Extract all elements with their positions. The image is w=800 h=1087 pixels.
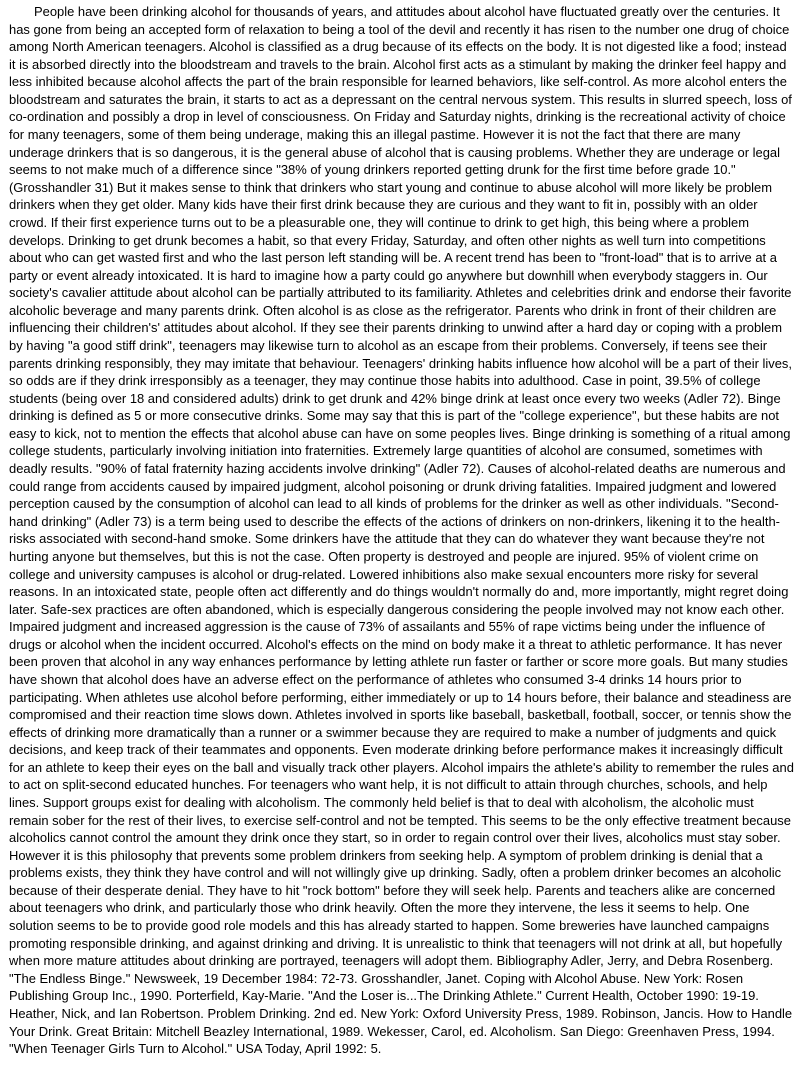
essay-body-text: People have been drinking alcohol for thousands of years, and attitudes about alcohol have fluctuated greatly over the centuries. It has gone from being an accepted form of relaxation to being a tool of the devil and recently it has risen to the number one drug of choice among North American teenagers. Alcohol is classified as a drug because of its effects on the body. It is not digested like a food; instead it is absorbed directly into the bloodstream and travels to the brain. Alcohol first acts as a stimulant by making the drinker feel happy and less inhibited because alcohol affects the part of the brain responsible for learned behaviors, like self-control. As more alcohol enters the bloodstream and saturates the brain, it starts to act as a depressant on the central nervous system. This results in slurred speech, loss of co-ordination and possibly a drop in level of consciousness. On Friday and Saturday nights, drinking is the recreational activity of choice for many teenagers, some of them being underage, making this an illegal pastime. However it is not the fact that there are many underage drinkers that is so dangerous, it is the general abuse of alcohol that is causing problems. Whether they are underage or legal seems to not make much of a difference since "38% of young drinkers reported getting drunk for the first time before grade 10." (Grosshandler 31) But it makes sense to think that drinkers who start young and continue to abuse alcohol will more likely be problem drinkers when they get older. Many kids have their first drink because they are curious and they want to fit in, possibly with an older crowd. If their first experience turns out to be a pleasurable one, they will continue to drink to get high, this being where a problem develops. Drinking to get drunk becomes a habit, so that every Friday, Saturday, and often other nights as well turn into competitions about who can get wasted first and who the last person left standing will be. A recent trend has been to "front-load" that is to arrive at a party or event already intoxicated. It is hard to imagine how a party could go anywhere but downhill when everybody staggers in. Our society's cavalier attitude about alcohol can be partially attributed to its familiarity. Athletes and celebrities drink and endorse their favorite alcoholic beverage and many parents drink. Often alcohol is as close as the refrigerator. Parents who drink in front of their children are influencing their children's' attitudes about alcohol. If they see their parents drinking to unwind after a hard day or coping with a problem by having "a good stiff drink", teenagers may likewise turn to alcohol as an escape from their problems. Conversely, if teens see their parents drinking responsibly, they may imitate that behaviour. Teenagers' drinking habits influence how alcohol will be a part of their lives, so odds are if they drink irresponsibly as a teenager, they may continue those habits into adulthood. Case in point, 39.5% of college students (being over 18 and considered adults) drink to get drunk and 42% binge drink at least once every two weeks (Adler 72). Binge drinking is defined as 5 or more consecutive drinks. Some may say that this is part of the "college experience", but these habits are not easy to kick, not to mention the effects that alcohol abuse can have on some peoples lives. Binge drinking is something of a ritual among college students, particularly involving initiation into fraternities. Extremely large quantities of alcohol are consumed, sometimes with deadly results. "90% of fatal fraternity hazing accidents involve drinking" (Adler 72). Causes of alcohol-related deaths are numerous and could range from accidents caused by impaired judgment, alcohol poisoning or drunk driving fatalities. Impaired judgment and lowered perception caused by the consumption of alcohol can lead to all kinds of problems for the drinker as well as other individuals. "Second-hand drinking" (Adler 73) is a term being used to describe the effects of the actions of drinkers on non-drinkers, likening it to the health-risks associated with second-hand smoke. Some drinkers have the attitude that they can do whatever they want because they're not hurting anyone but themselves, but this is not the case. Often property is destroyed and people are injured. 95% of violent crime on college and university campuses is alcohol or drug-related. Lowered inhibitions also make sexual encounters more risky for several reasons. In an intoxicated state, people often act differently and do things wouldn't normally do and, more importantly, might regret doing later. Safe-sex practices are often abandoned, which is especially dangerous considering the people involved may not know each other. Impaired judgment and increased aggression is the cause of 73% of assailants and 55% of rape victims being under the influence of drugs or alcohol when the incident occurred. Alcohol's effects on the mind on body make it a threat to athletic performance. It has never been proven that alcohol in any way enhances performance by letting athlete run faster or farther or score more goals. But many studies have shown that alcohol does have an adverse effect on the performance of athletes who consumed 3-4 drinks 14 hours prior to participating. When athletes use alcohol before performing, either immediately or up to 14 hours before, their balance and steadiness are compromised and their reaction time slows down. Athletes involved in sports like baseball, basketball, football, soccer, or tennis show the effects of drinking more dramatically than a runner or a swimmer because they are required to make a number of judgments and quick decisions, and keep track of their teammates and opponents. Even moderate drinking before performance makes it increasingly difficult for an athlete to keep their eyes on the ball and visually track other players. Alcohol impairs the athlete's ability to remember the rules and to act on split-second educated hunches. For teenagers who want help, it is not difficult to attain through churches, schools, and help lines. Support groups exist for dealing with alcoholism. The commonly held belief is that to deal with alcoholism, the alcoholic must remain sober for the rest of their lives, to exercise self-control and not be tempted. This seems to be the only effective treatment because alcoholics cannot control the amount they drink once they start, so in order to regain control over their lives, alcoholics must stay sober. However it is this philosophy that prevents some problem drinkers from seeking help. A symptom of problem drinking is denial that a problems exists, they think they have control and will not willingly give up drinking. Sadly, often a problem drinker becomes an alcoholic because of their desperate denial. They have to hit "rock bottom" before they will seek help. Parents and teachers alike are concerned about teenagers who drink, and particularly those who drink heavily. Often the more they intervene, the less it seems to help. One solution seems to be to provide good role models and this has already started to happen. Some breweries have launched campaigns promoting responsible drinking, and against drinking and driving. It is unrealistic to think that teenagers will not drink at all, but hopefully when more mature attitudes about drinking are portrayed, teenagers will adopt them. Bibliography Adler, Jerry, and Debra Rosenberg. "The Endless Binge." Newsweek, 19 December 1984: 72-73. Grosshandler, Janet. Coping with Alcohol Abuse. New York: Rosen Publishing Group Inc., 1990. Porterfield, Kay-Marie. "And the Loser is...The Drinking Athlete." Current Health, October 1990: 19-19. Heather, Nick, and Ian Robertson. Problem Drinking. 2nd ed. New York: Oxford University Press, 1989. Robinson, Jancis. How to Handle Your Drink. Great Britain: Mitchell Beazley International, 1989. Wekesser, Carol, ed. Alcoholism. San Diego: Greenhaven Press, 1994. "When Teenager Girls Turn to Alcohol." USA Today, April 1992: 5. xyxy=(9,4,794,1057)
